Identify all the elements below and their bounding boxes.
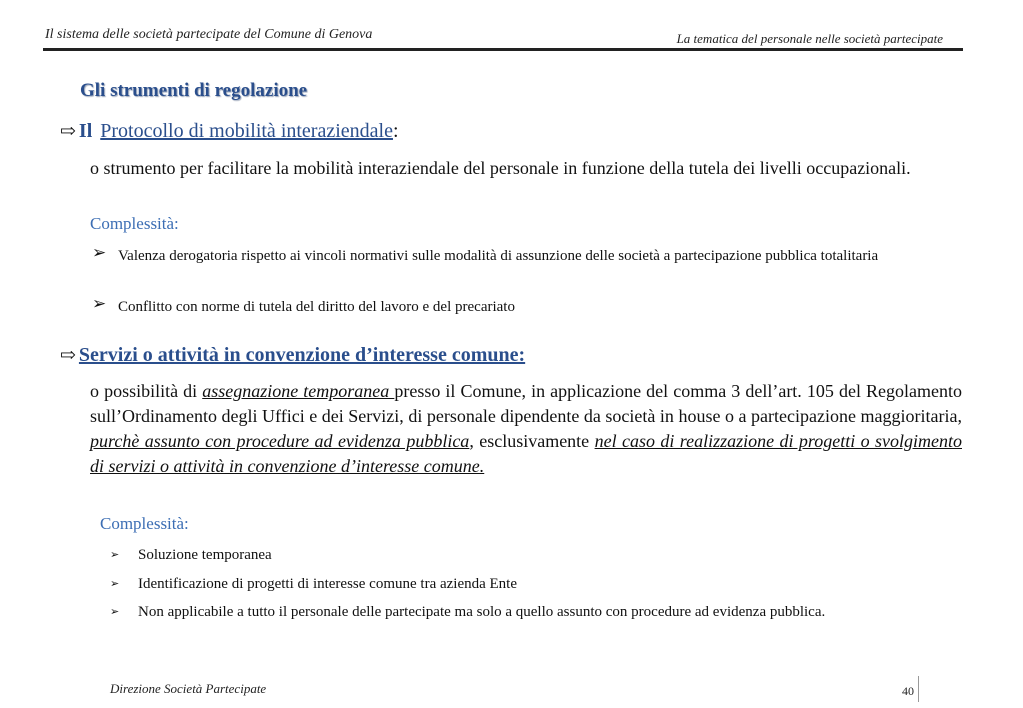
footer-left-text: Direzione Società Partecipate [110, 681, 267, 696]
section2-underlined-1: assegnazione temporanea [202, 381, 395, 401]
section2-underlined-2: purchè assunto con procedure ad evidenza pubblica [90, 431, 470, 451]
section2-paragraph [90, 379, 962, 479]
header-left-title: Il sistema delle società partecipate del Comune di Genova [45, 27, 373, 42]
arrowhead-bullet-icon: ➢ [110, 549, 120, 561]
page-number: 40 [902, 684, 914, 698]
right-arrow-icon: ⇨ [60, 121, 76, 142]
section1-link[interactable]: Protocollo di mobilità interaziendale [100, 120, 393, 142]
section1-il: Il [78, 120, 93, 142]
arrowhead-bullet-icon: ➢ [92, 243, 107, 262]
section1-paragraph [90, 156, 962, 181]
section2-link[interactable]: Servizi o attività in convenzione d’interesse comune: [78, 344, 526, 366]
section2-heading [60, 344, 525, 367]
header-right-title: La tematica del personale nelle società partecipate [676, 31, 943, 46]
circle-marker: o [90, 158, 99, 178]
section2-text-1: possibilità di [104, 381, 203, 401]
arrowhead-bullet-icon: ➢ [110, 606, 120, 618]
section2-text-3: , esclusivamente [469, 431, 595, 451]
section2-complexity-label: Complessità: [100, 514, 189, 533]
page-title: Gli strumenti di regolazione [80, 80, 308, 101]
arrowhead-bullet-icon: ➢ [92, 294, 107, 313]
section2-text-2: presso il Comune, in applicazione del comma 3 dell’art. 105 del Regolamento sull’Ordinamento degli Uffici e dei Servizi, di personale dipendente da società in house o a partecipazione maggioritaria, [90, 381, 962, 426]
list-item: Valenza derogatoria rispetto ai vincoli normativi sulle modalità di assunzione delle società a partecipazione pubblica totalitaria [118, 248, 879, 264]
section1-paragraph-text: strumento per facilitare la mobilità interaziendale del personale in funzione della tutela dei livelli occupazionali. [103, 158, 911, 178]
list-item: Soluzione temporanea [138, 547, 272, 563]
page-number-divider [918, 676, 919, 702]
circle-marker: o [90, 381, 99, 401]
section1-heading [60, 120, 399, 143]
list-item: Conflitto con norme di tutela del diritto del lavoro e del precariato [118, 299, 515, 315]
arrowhead-bullet-icon: ➢ [110, 578, 120, 590]
header-divider [43, 48, 963, 51]
list-item: Non applicabile a tutto il personale delle partecipate ma solo a quello assunto con procedure ad evidenza pubblica. [138, 604, 826, 620]
section1-complexity-label: Complessità: [90, 214, 179, 233]
list-item: Identificazione di progetti di interesse comune tra azienda Ente [138, 576, 518, 592]
right-arrow-icon: ⇨ [60, 345, 76, 366]
section1-colon: : [392, 120, 399, 142]
section2-underlined-3: nel caso di realizzazione di progetti o svolgimento di servizi o attività in convenzione d’interesse comune. [90, 431, 962, 476]
